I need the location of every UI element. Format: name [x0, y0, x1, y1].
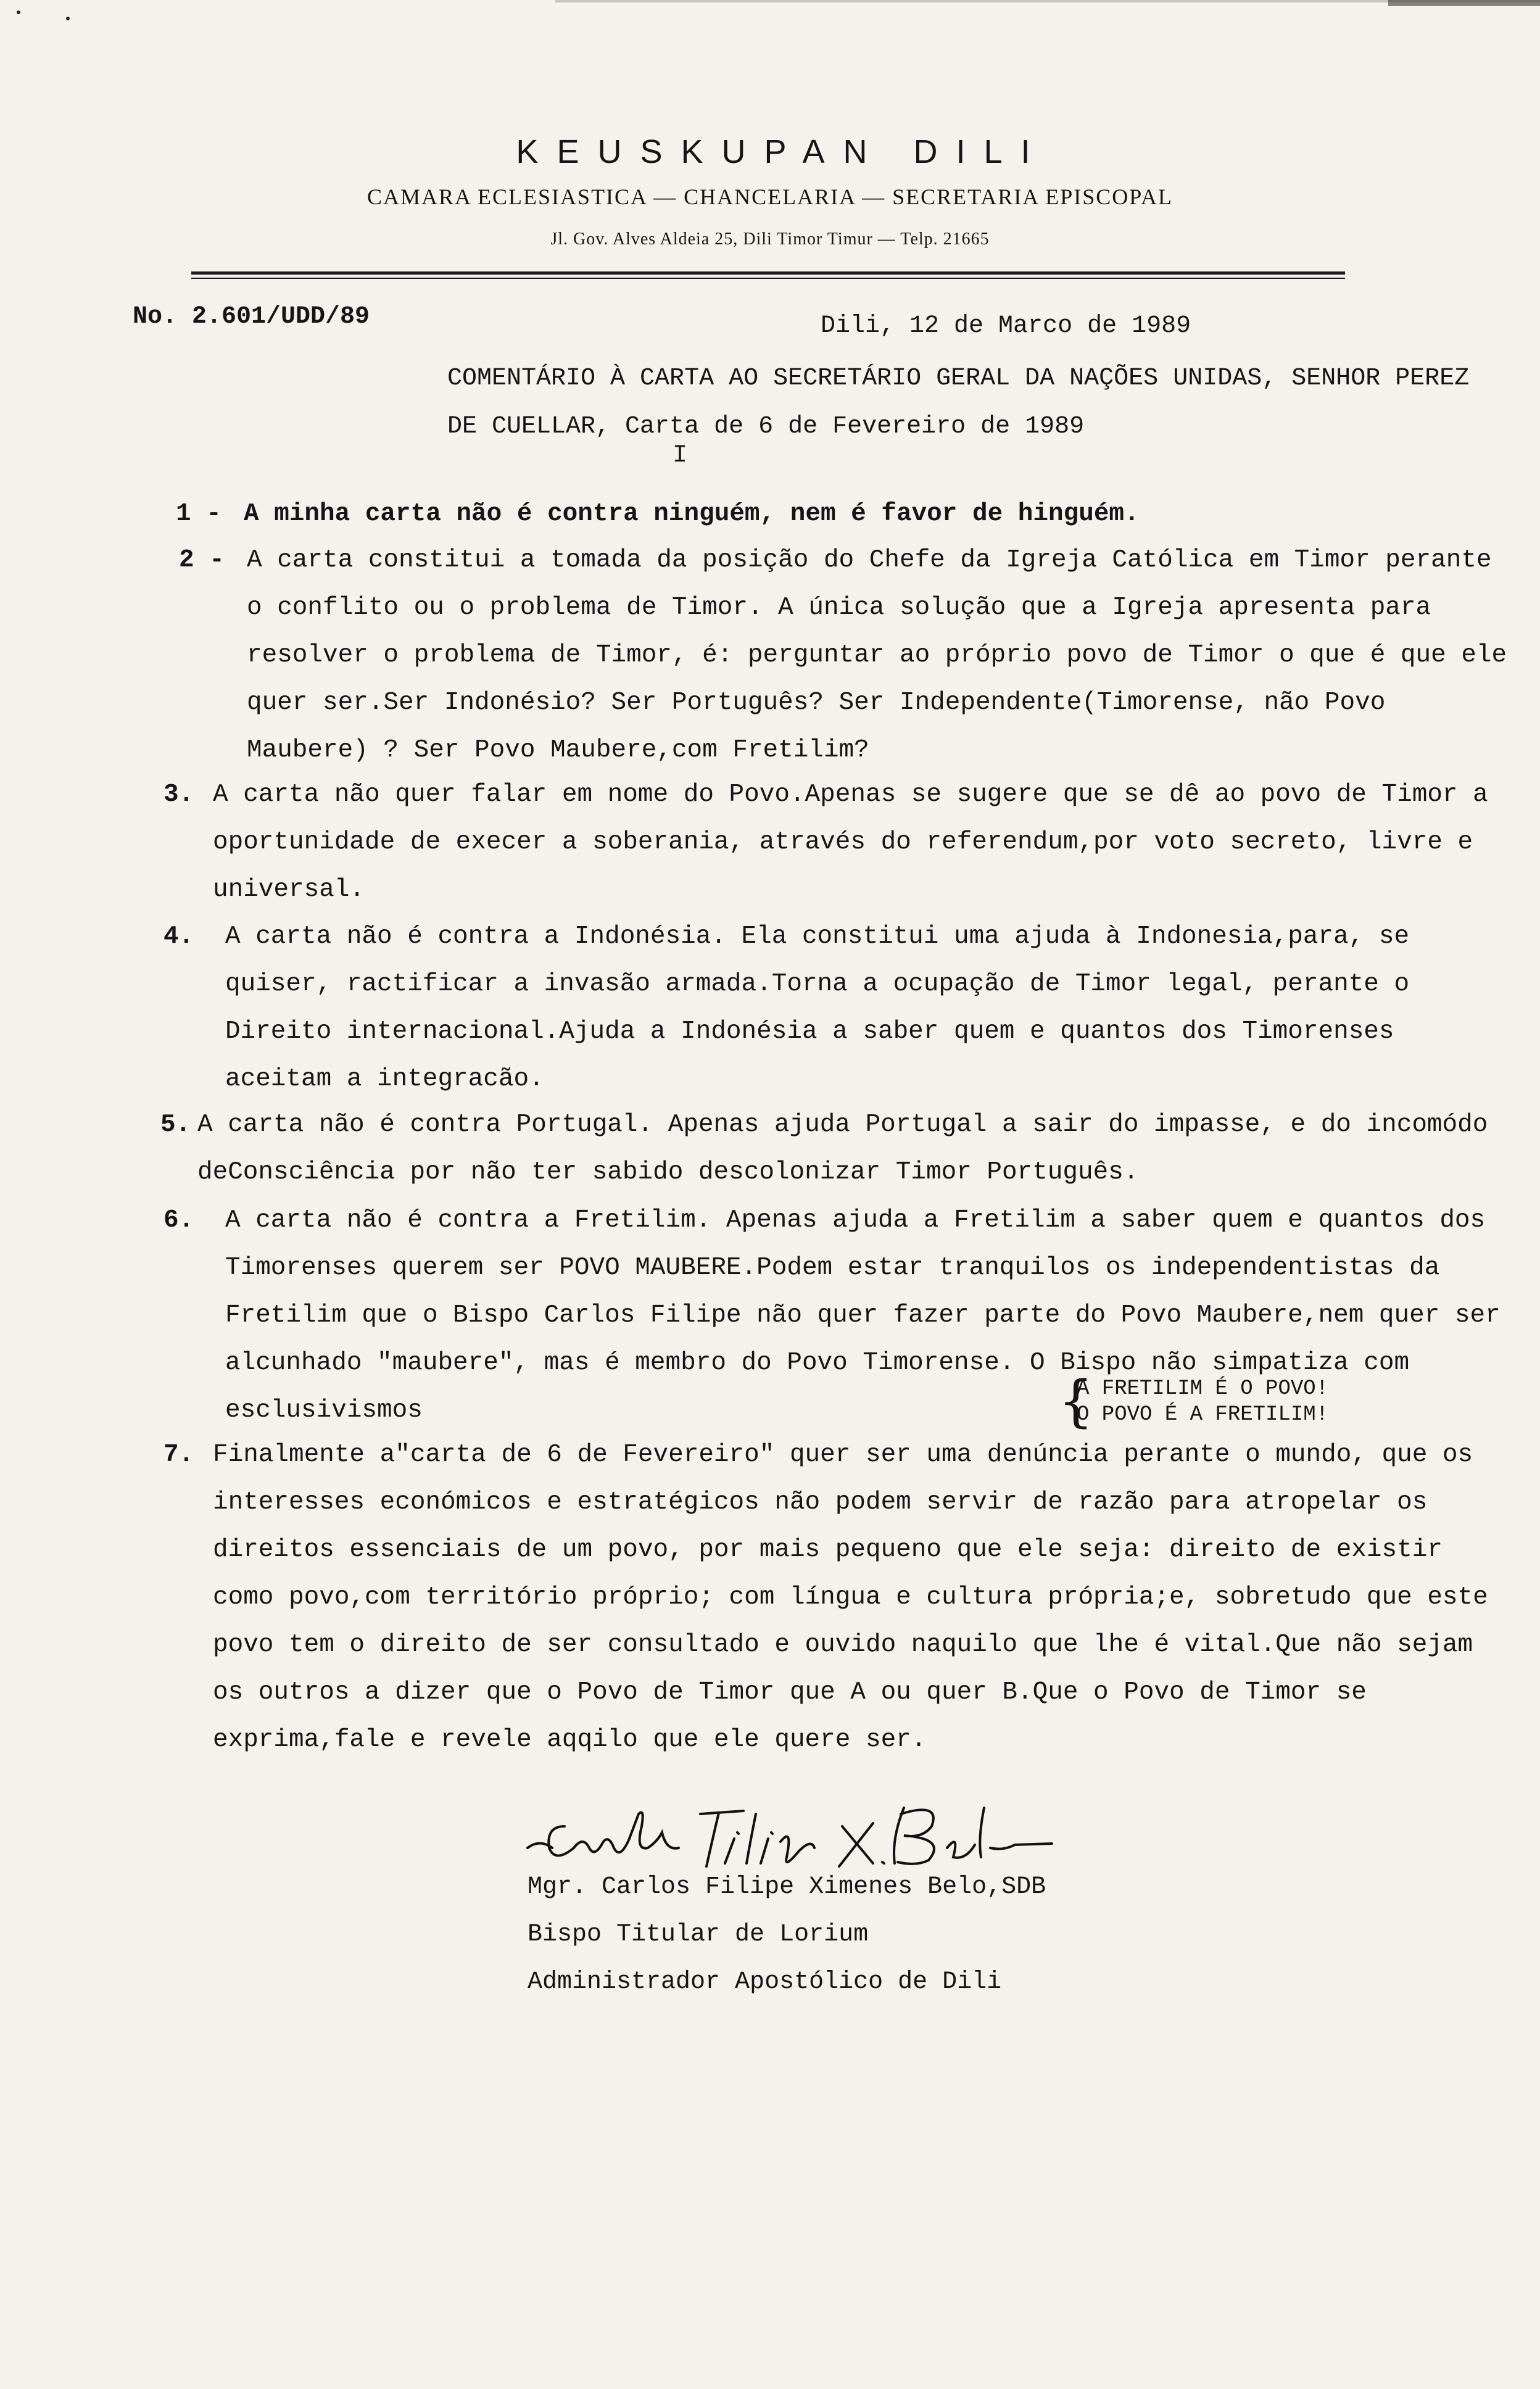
scan-edge-noise — [0, 0, 1540, 25]
item-text: A minha carta não é contra ninguém, nem é favor de hinguém. — [244, 500, 1140, 528]
item-text: A carta não quer falar em nome do Povo.Apenas se sugere que se dê ao povo de Timor a oportunidade de execer a soberania, através do referendum,por voto secreto, livre e universal. — [213, 780, 1488, 904]
signatory-name: Mgr. Carlos Filipe Ximenes Belo,SDB — [528, 1873, 1046, 1901]
item-number: 3. — [164, 780, 194, 809]
letterhead-dept: CAMARA ECLESIASTICA — CHANCELARIA — SECRETARIA EPISCOPAL — [367, 184, 1173, 209]
item-number: 5. — [160, 1111, 191, 1139]
item-text: A carta não é contra a Indonésia. Ela constitui uma ajuda à Indonesia,para, se quiser, ractificar a invasão armada.Torna a ocupação de Timor legal, perante o Direito internacional.Ajuda a Indonésia a saber quem e quantos dos Timorenses aceitam a integracão. — [225, 922, 1410, 1093]
letter-subject: COMENTÁRIO À CARTA AO SECRETÁRIO GERAL DA NAÇÕES UNIDAS, SENHOR PEREZ DE CUELLAR, Carta de 6 de Fevereiro de 1989 — [447, 365, 1470, 441]
item-number: 1 - — [176, 500, 221, 528]
item-text: A carta não é contra Portugal. Apenas ajuda Portugal a sair do impasse, e do incomódo deConsciência por não ter sabido descolonizar Timor Português. — [197, 1111, 1488, 1186]
item-text: A carta constitui a tomada da posição do Chefe da Igreja Católica em Timor perante o conflito ou o problema de Timor. A única solução que a Igreja apresenta para resolver o problema de Timor, é: perguntar ao próprio povo de Timor o que é que ele quer ser.Ser Indonésio? Ser Português? Ser Independente(Timorense, não Povo Maubere) ? Ser Povo Maubere,com Fretilim? — [247, 546, 1507, 764]
item-text: A carta não é contra a Fretilim. Apenas ajuda a Fretilim a saber quem e quantos dos Timorenses querem ser POVO MAUBERE.Podem estar tranquilos os independentistas da Fretilim que o Bispo Carlos Filipe não quer fazer parte do Povo Maubere,nem quer ser alcunhado "maubere", mas é membro do Povo Timorense. O Bispo não simpatiza com esclusivismos — [225, 1206, 1501, 1425]
letterhead-org: KEUSKUPAN DILI — [516, 133, 1049, 170]
letterhead-rule — [191, 271, 1345, 275]
letterhead-rule-thin — [191, 278, 1345, 279]
section-number: I — [673, 442, 688, 470]
letter-date: Dili, 12 de Marco de 1989 — [821, 312, 1191, 340]
item-number: 2 - — [179, 546, 225, 574]
brace-icon: { — [1058, 1369, 1094, 1434]
item-number: 6. — [164, 1206, 194, 1235]
item-number: 4. — [164, 922, 194, 951]
item-number: 7. — [164, 1441, 194, 1469]
signatory-title: Bispo Titular de Lorium — [528, 1921, 869, 1948]
fretilim-note-line: O POVO É A FRETILIM! — [1077, 1403, 1329, 1426]
fretilim-note — [1058, 1369, 1329, 1434]
item-text: Finalmente a"carta de 6 de Fevereiro" quer ser uma denúncia perante o mundo, que os interesses económicos e estratégicos não podem servir de razão para atropelar os direitos essenciais de um povo, por mais pequeno que ele seja: direito de existir como povo,com território próprio; com língua e cultura própria;e, sobretudo que este povo tem o direito de ser consultado e ouvido naquilo que lhe é vital.Que não sejam os outros a dizer que o Povo de Timor que A ou quer B.Que o Povo de Timor se exprima,fale e revele aqqilo que ele quere ser. — [213, 1441, 1488, 1754]
signatory-role: Administrador Apostólico de Dili — [528, 1968, 1002, 1996]
reference-number: No. 2.601/UDD/89 — [133, 303, 370, 331]
letterhead-address: Jl. Gov. Alves Aldeia 25, Dili Timor Timur — Telp. 21665 — [550, 230, 990, 249]
handwritten-signature — [521, 1789, 1077, 1876]
fretilim-note-line: A FRETILIM É O POVO! — [1077, 1377, 1329, 1401]
